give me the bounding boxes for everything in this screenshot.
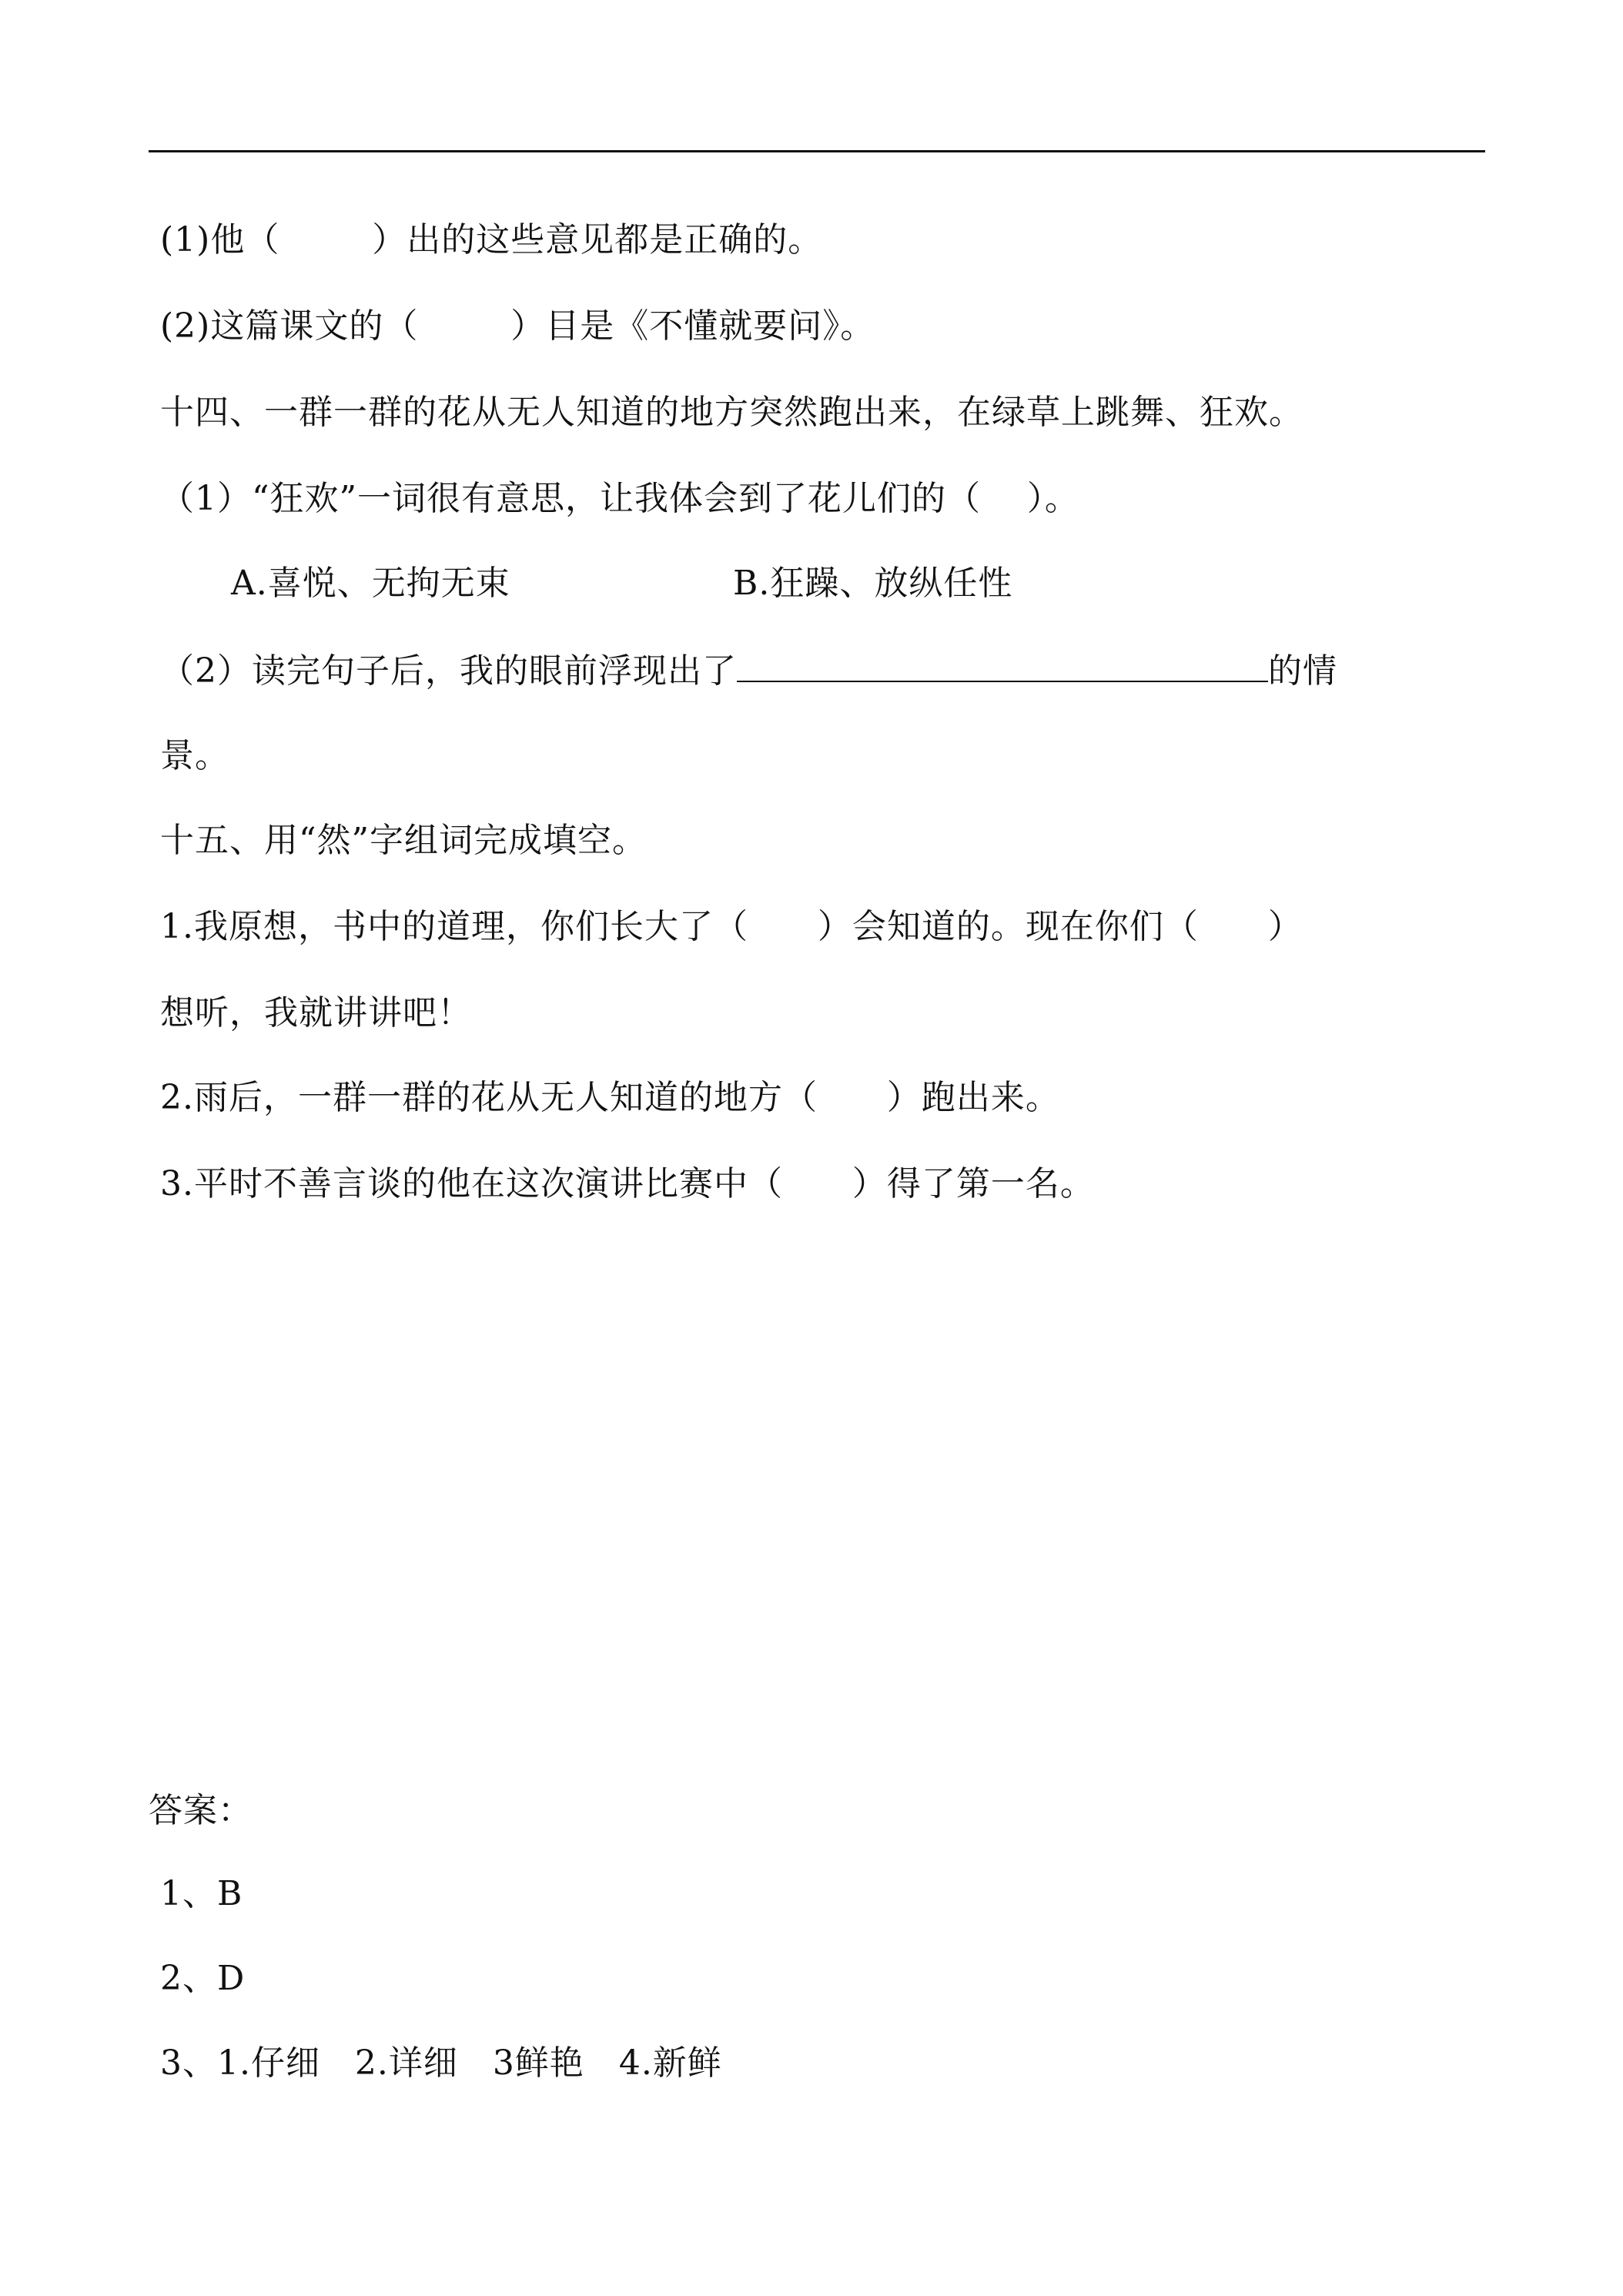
part-2-text-after: 的情 <box>1268 651 1337 691</box>
question-14-part-1: （1）“狂欢”一词很有意思，让我体会到了花儿们的（ ）。 <box>160 479 1079 518</box>
answer-2: 2、D <box>160 1959 246 1998</box>
answers-heading: 答案： <box>149 1791 253 1830</box>
question-15-item-2: 2.雨后，一群一群的花从无人知道的地方（ ）跑出来。 <box>160 1078 1060 1117</box>
question-15-prompt: 十五、用“然”字组词完成填空。 <box>160 821 647 860</box>
question-14-part-2 <box>160 647 1337 693</box>
answer-1: 1、B <box>160 1874 243 1913</box>
question-15-item-1: 1.我原想，书中的道理，你们长大了（ ）会知道的。现在你们（ ） <box>160 907 1303 946</box>
question-15-item-1-continuation: 想听，我就讲讲吧！ <box>160 993 472 1033</box>
question-14-prompt: 十四、一群一群的花从无人知道的地方突然跑出来，在绿草上跳舞、狂欢。 <box>160 393 1303 432</box>
question-14-part-2-continuation: 景。 <box>160 736 229 775</box>
question-14-option-b: B.狂躁、放纵任性 <box>733 564 1013 603</box>
answer-blank <box>737 647 1268 682</box>
header-rule <box>149 150 1485 152</box>
question-14-option-a: A.喜悦、无拘无束 <box>231 564 510 603</box>
question-13-item-1: (1)他（ ）出的这些意见都是正确的。 <box>160 220 823 259</box>
question-13-item-2: (2)这篇课文的（ ）目是《不懂就要问》。 <box>160 306 875 346</box>
part-2-text-before: （2）读完句子后，我的眼前浮现出了 <box>160 651 737 691</box>
question-15-item-3: 3.平时不善言谈的他在这次演讲比赛中（ ）得了第一名。 <box>160 1164 1095 1203</box>
answer-3: 3、1.仔细 2.详细 3鲜艳 4.新鲜 <box>160 2043 722 2083</box>
